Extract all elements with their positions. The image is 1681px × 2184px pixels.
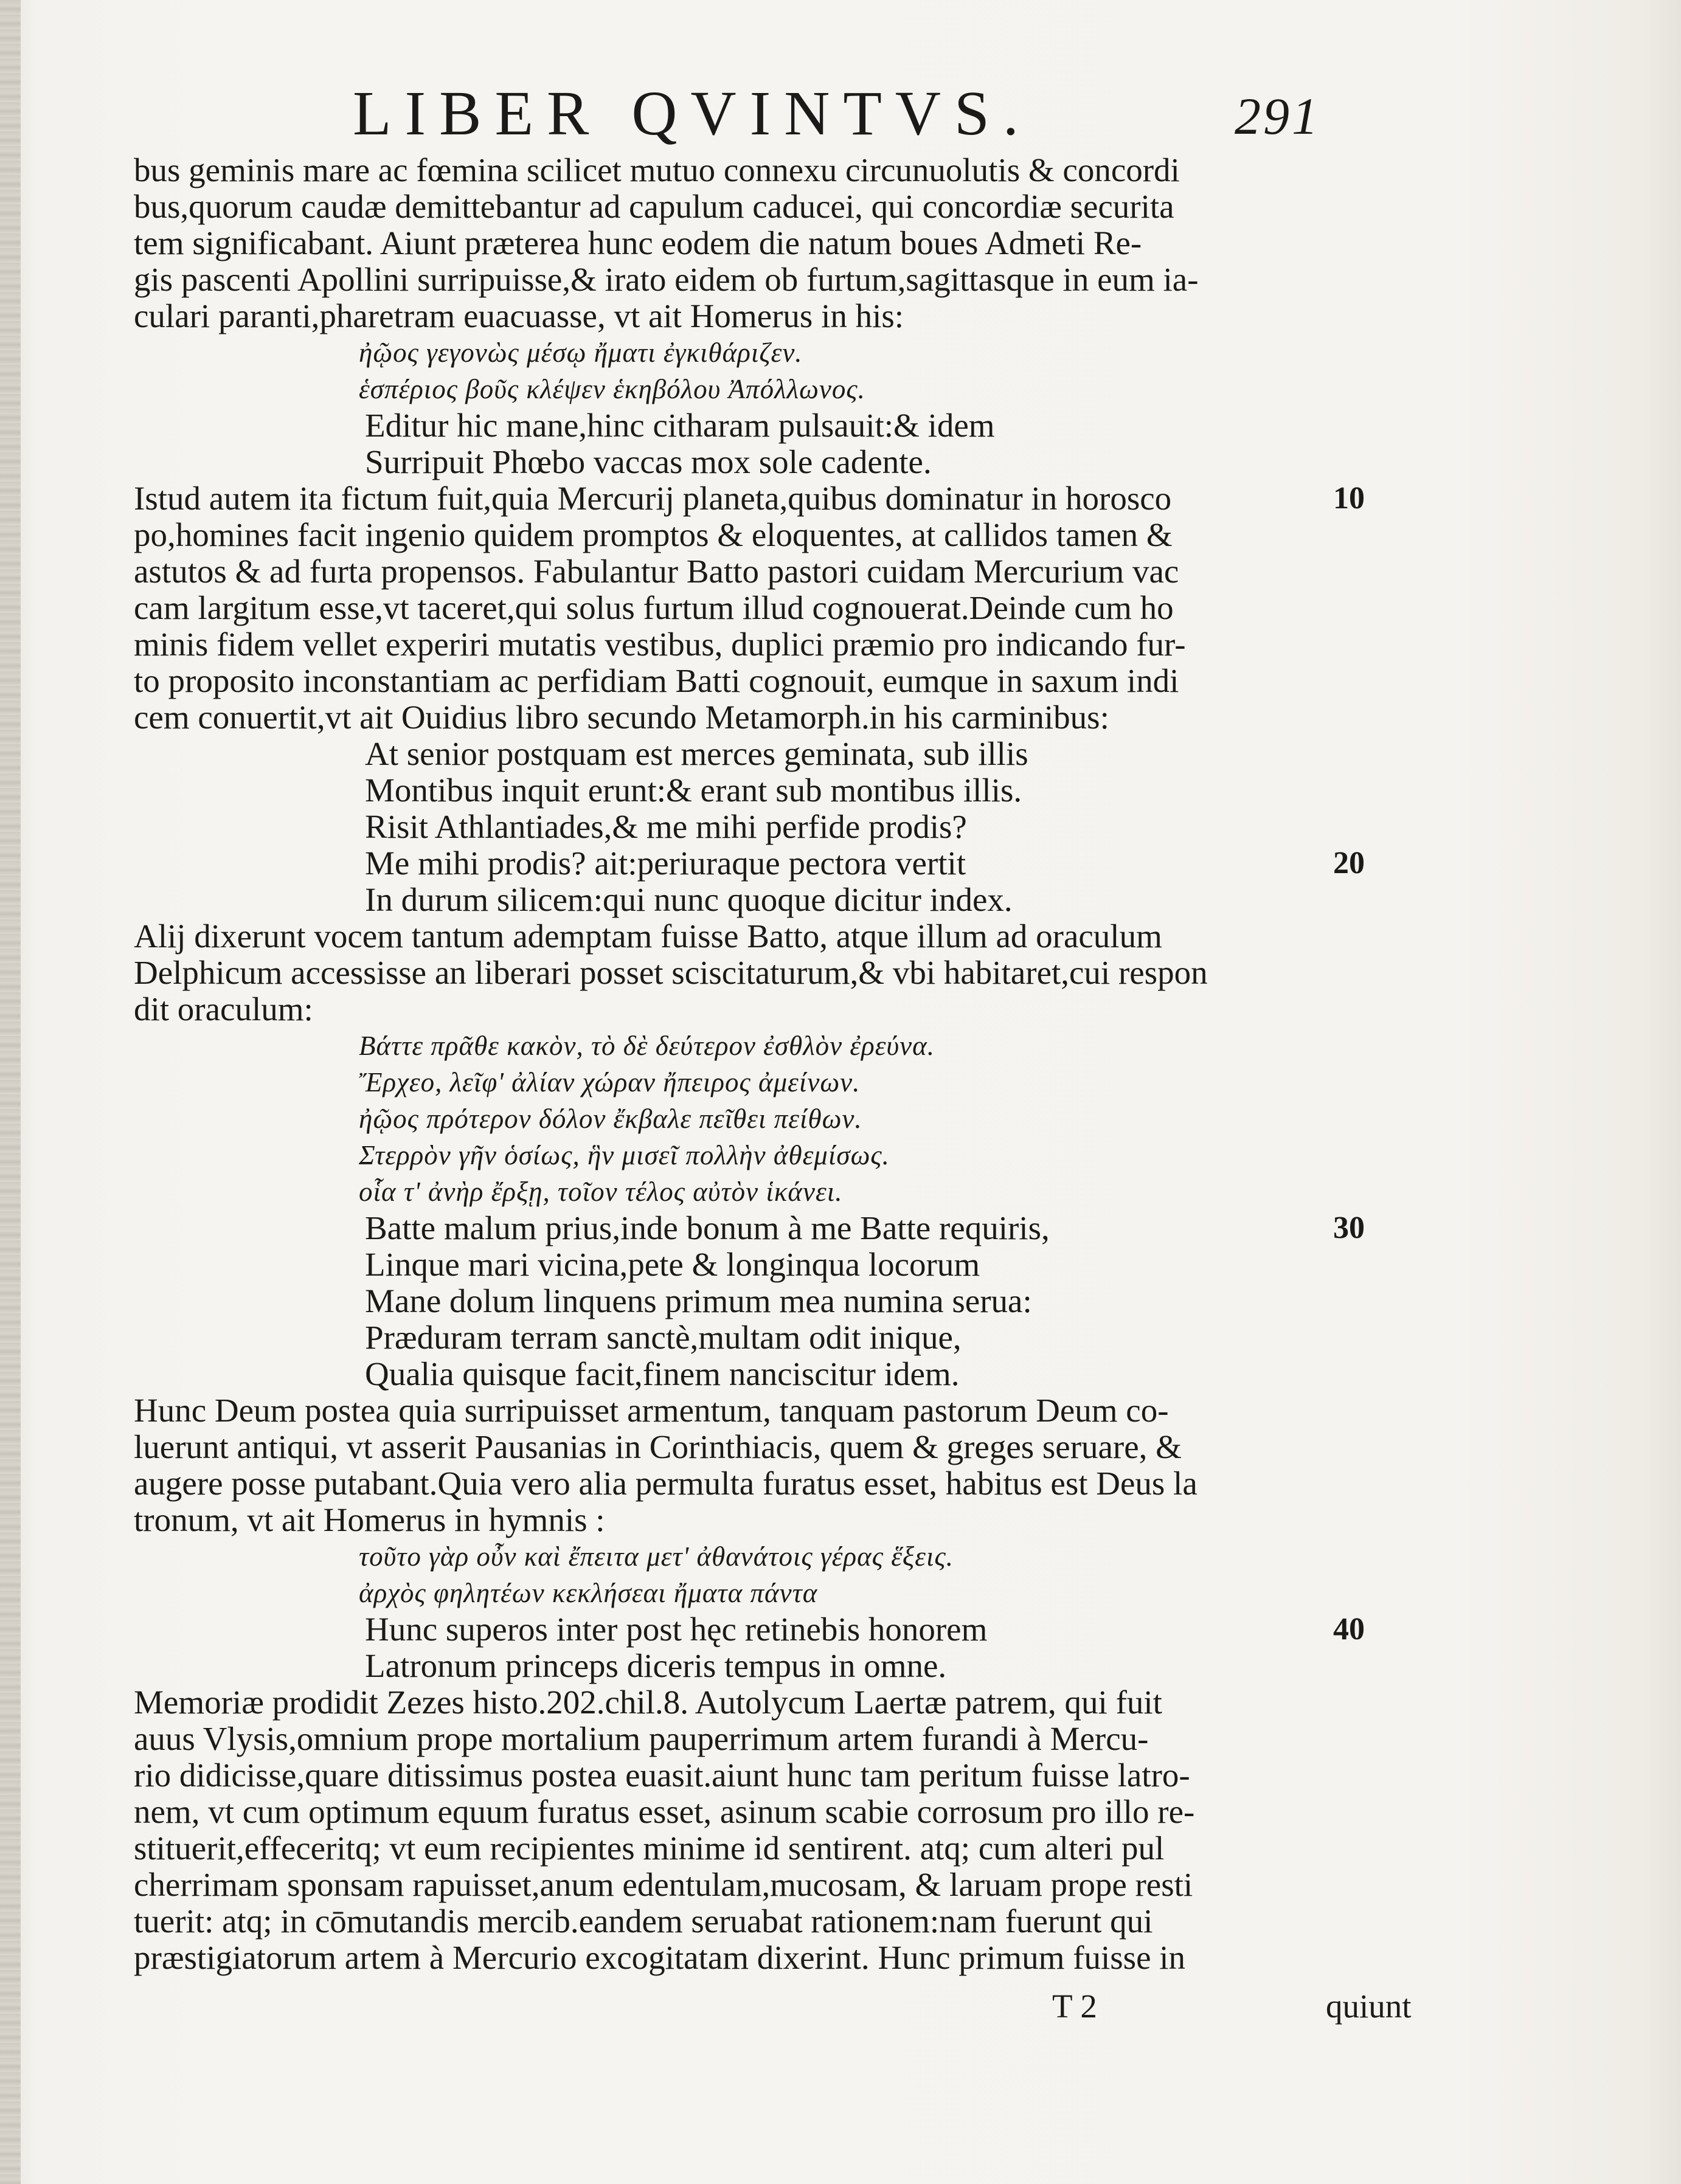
text-line: tronum, vt ait Homerus in hymnis : (134, 1501, 605, 1538)
text-line: nem, vt cum optimum equum furatus esset, asinum scabie corrosum pro illo re- (134, 1793, 1195, 1830)
text-line: minis fidem vellet experiri mutatis vestibus, duplici præmio pro indicando fur- (134, 626, 1186, 663)
verse-line: Qualia quisque facit,finem nanciscitur idem. (365, 1355, 960, 1392)
text-line: bus geminis mare ac fœmina scilicet mutuo connexu circunuolutis & concordi (134, 151, 1180, 188)
text-line: culari paranti,pharetram euacuasse, vt ait Homerus in his: (134, 297, 904, 334)
text-line: Memoriæ prodidit Zezes histo.202.chil.8. Autolycum Laertæ patrem, qui fuit (134, 1684, 1162, 1721)
verse-line: Risit Athlantiades,& me mihi perfide prodis? (365, 808, 967, 845)
line-number-marginal: 40 (1333, 1612, 1365, 1647)
verse-line: Me mihi prodis? ait:periuraque pectora vertit (365, 845, 966, 882)
verse-line: In durum silicem:qui nunc quoque dicitur index. (365, 881, 1013, 918)
line-number-marginal: 20 (1333, 846, 1365, 880)
verse-line: Surripuit Phœbo vaccas mox sole cadente. (365, 443, 932, 480)
text-line: Istud autem ita fictum fuit,quia Mercurij planeta,quibus dominatur in horosco (134, 480, 1172, 517)
text-line: Delphicum accessisse an liberari posset sciscitaturum,& vbi habitaret,cui respon (134, 954, 1208, 991)
greek-verse-line: ἑσπέριος βοῦς κλέψεν ἑκηβόλου Ἀπόλλωνος. (359, 374, 865, 404)
text-line: Hunc Deum postea quia surripuisset armentum, tanquam pastorum Deum co- (134, 1392, 1169, 1429)
text-line: præstigiatorum artem à Mercurio excogitatam dixerint. Hunc primum fuisse in (134, 1939, 1186, 1976)
verse-line: Montibus inquit erunt:& erant sub montibus illis. (365, 772, 1022, 809)
verse-line: At senior postquam est merces geminata, sub illis (365, 735, 1028, 772)
text-line: to proposito inconstantiam ac perfidiam Batti cognouit, eumque in saxum indi (134, 662, 1179, 699)
text-line: gis pascenti Apollini surripuisse,& irato eidem ob furtum,sagittasque in eum ia- (134, 261, 1199, 298)
greek-verse-line: Ἔρχεο, λεῖφ' ἀλίαν χώραν ἤπειρος ἀμείνων. (359, 1067, 861, 1097)
text-line: cam largitum esse,vt taceret,qui solus furtum illud cognouerat.Deinde cum ho (134, 589, 1174, 626)
text-line: po,homines facit ingenio quidem promptos & eloquentes, at callidos tamen & (134, 516, 1173, 553)
text-line: luerunt antiqui, vt asserit Pausanias in Corinthiacis, quem & greges seruare, & (134, 1428, 1182, 1465)
greek-verse-line: οἷα τ' ἀνὴρ ἔρξῃ, τοῖον τέλος αὐτὸν ἱκάνει. (359, 1177, 843, 1207)
page-number: 291 (1235, 87, 1320, 145)
text-line: tem significabant. Aiunt præterea hunc eodem die natum boues Admeti Re- (134, 224, 1142, 261)
text-line: auus Vlysis,omnium prope mortalium pauperrimum artem furandi à Mercu- (134, 1720, 1149, 1757)
verse-line: Hunc superos inter post hęc retinebis honorem (365, 1611, 988, 1648)
line-number-marginal: 10 (1333, 481, 1365, 516)
greek-verse-line: ἀρχὸς φηλητέων κεκλήσεαι ἤματα πάντα (359, 1578, 818, 1608)
text-line: tuerit: atq; in cōmutandis mercib.eandem seruabat rationem:nam fuerunt qui (134, 1902, 1153, 1940)
verse-line: Linque mari vicina,pete & longinqua locorum (365, 1246, 980, 1283)
verse-line: Editur hic mane,hinc citharam pulsauit:& idem (365, 407, 995, 444)
greek-verse-line: ἠῷος πρότερον δόλον ἔκβαλε πεῖθει πείθων. (359, 1104, 862, 1134)
catchword: quiunt (1326, 1988, 1412, 2025)
book-page (134, 67, 1496, 2025)
line-number-marginal: 30 (1333, 1211, 1365, 1245)
text-line: augere posse putabant.Quia vero alia permulta furatus esset, habitus est Deus la (134, 1465, 1197, 1502)
verse-line: Batte malum prius,inde bonum à me Batte requiris, (365, 1209, 1050, 1246)
text-line: cherrimam sponsam rapuisset,anum edentulam,mucosam, & laruam prope resti (134, 1866, 1193, 1903)
greek-verse-line: Στερρὸν γῆν ὁσίως, ἣν μισεῖ πολλὴν ἀθεμίσως. (359, 1140, 890, 1170)
verse-line: Mane dolum linquens primum mea numina serua: (365, 1282, 1032, 1319)
running-title: LIBER QVINTVS. (353, 78, 1032, 148)
book-gutter-edge (0, 0, 21, 2184)
text-line: Alij dixerunt vocem tantum ademptam fuisse Batto, atque illum ad oraculum (134, 917, 1162, 955)
signature-mark: T 2 (1052, 1988, 1097, 2025)
text-line: cem conuertit,vt ait Ouidius libro secundo Metamorph.in his carminibus: (134, 699, 1109, 736)
greek-verse-line: ἠῷος γεγονὼς μέσῳ ἤματι ἐγκιθάριζεν. (359, 337, 803, 368)
text-line: dit oraculum: (134, 990, 313, 1028)
greek-verse-line: τοῦτο γὰρ οὖν καὶ ἔπειτα μετ' ἀθανάτοις γέρας ἕξεις. (359, 1541, 954, 1572)
text-line: rio didicisse,quare ditissimus postea euasit.aiunt hunc tam peritum fuisse latro- (134, 1757, 1190, 1794)
running-head (134, 67, 1496, 158)
greek-verse-line: Βάττε πρᾶθε κακὸν, τὸ δὲ δεύτερον ἐσθλὸν ἐρεύνα. (359, 1031, 935, 1061)
text-line: bus,quorum caudæ demittebantur ad capulum caducei, qui concordiæ securita (134, 188, 1174, 225)
verse-line: Latronum princeps diceris tempus in omne. (365, 1647, 947, 1684)
verse-line: Præduram terram sanctè,multam odit inique, (365, 1319, 962, 1356)
text-line: stituerit,effeceritq; vt eum recipientes minime id sentirent. atq; cum alteri pul (134, 1830, 1165, 1867)
text-line: astutos & ad furta propensos. Fabulantur Batto pastori cuidam Mercurium vac (134, 553, 1179, 590)
